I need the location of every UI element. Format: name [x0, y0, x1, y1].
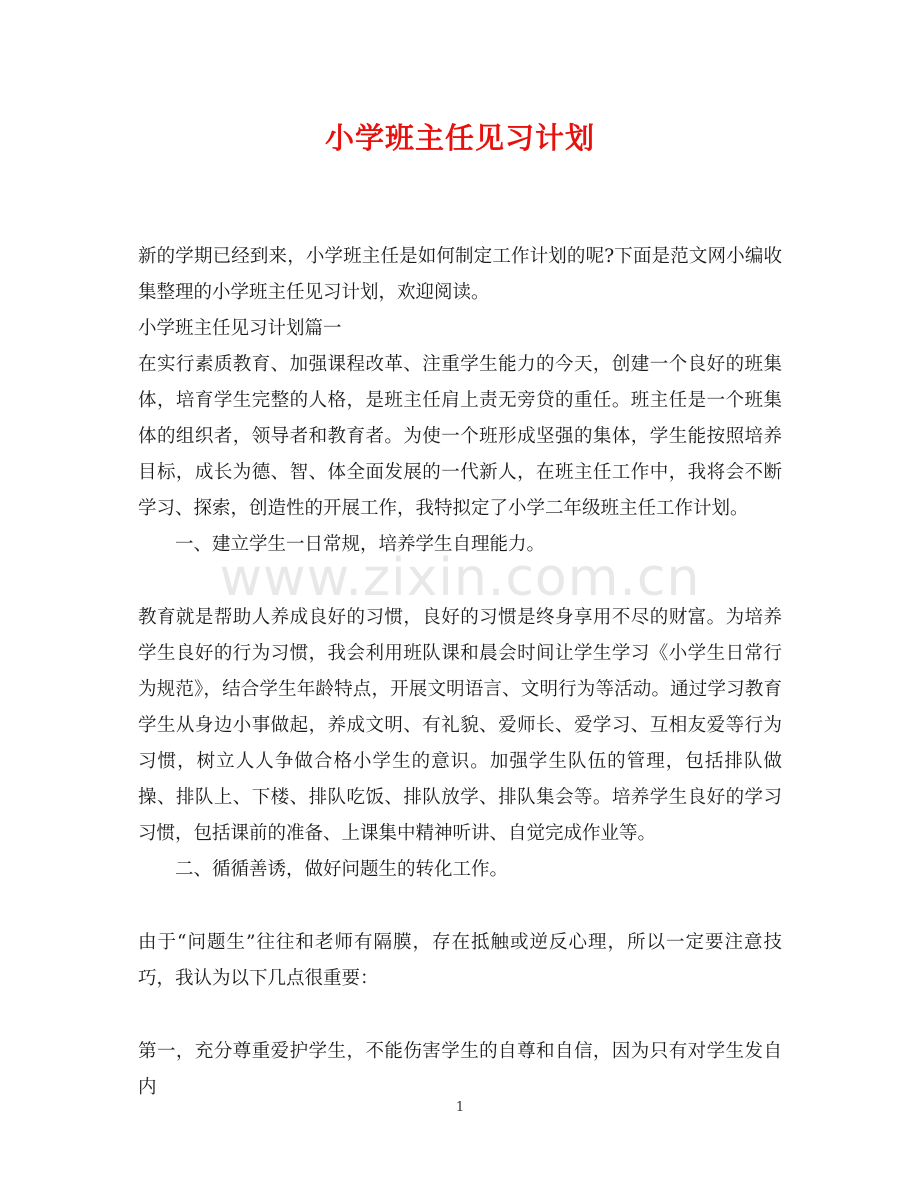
heading-2: 二、循循善诱，做好问题生的转化工作。 [175, 859, 509, 880]
intro-paragraph: 新的学期已经到来，小学班主任是如何制定工作计划的呢?下面是范文网小编收集整理的小学班主任见习计划，欢迎阅读。 [138, 246, 782, 303]
paragraph-3: 由于“问题生”往往和老师有隔膜，存在抵触或逆反心理，所以一定要注意技巧，我认为以下几点很重要： [138, 932, 782, 989]
watermark: www.zixin.com.cn [219, 548, 701, 608]
document-title: 小学班主任见习计划 [324, 121, 595, 155]
paragraph-1: 在实行素质教育、加强课程改革、注重学生能力的今天，创建一个良好的班集体，培育学生完整的人格，是班主任肩上责无旁贷的重任。班主任是一个班集体的组织者，领导者和教育者。为使一个班形成坚强的集体，学生能按照培养目标，成长为德、智、体全面发展的一代新人，在班主任工作中，我将会不断学习、探索，创造性的开展工作，我特拟定了小学二年级班主任工作计划。 [138, 354, 782, 519]
page-number: 1 [455, 1100, 465, 1115]
heading-1: 一、建立学生一日常规，培养学生自理能力。 [175, 534, 546, 555]
paragraph-4: 第一，充分尊重爱护学生，不能伤害学生的自尊和自信，因为只有对学生发自内 [138, 1041, 782, 1098]
document-body [138, 239, 782, 1106]
paragraph-2: 教育就是帮助人养成良好的习惯，良好的习惯是终身享用不尽的财富。为培养学生良好的行为习惯，我会利用班队课和晨会时间让学生学习《小学生日常行为规范》，结合学生年龄特点，开展文明语言、文明行为等活动。通过学习教育学生从身边小事做起，养成文明、有礼貌、爱师长、爱学习、互相友爱等行为习惯，树立人人争做合格小学生的意识。加强学生队伍的管理，包括排队做操、排队上、下楼、排队吃饭、排队放学、排队集会等。培养学生良好的学习习惯，包括课前的准备、上课集中精神听讲、自觉完成作业等。 [138, 607, 782, 844]
section-title: 小学班主任见习计划篇一 [138, 318, 342, 339]
